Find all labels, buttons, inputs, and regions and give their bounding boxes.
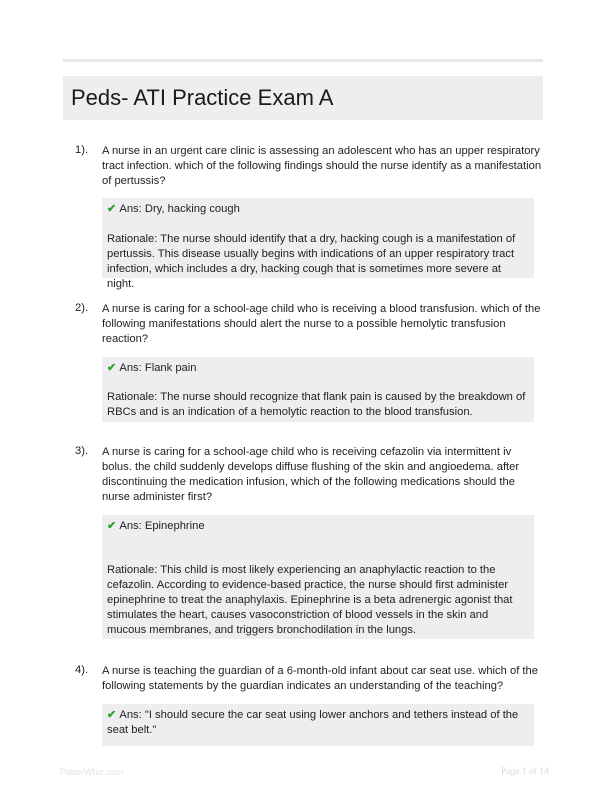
answer-text: Ans: "I should secure the car seat using lower anchors and tethers instead of the seat belt." xyxy=(107,709,519,736)
answer-box xyxy=(102,704,534,746)
answer xyxy=(107,519,527,534)
title-banner xyxy=(63,76,543,120)
question-number: 4). xyxy=(75,664,89,676)
footer-watermark: PaperWhiz.com xyxy=(60,767,124,777)
answer-text: Ans: Flank pain xyxy=(119,362,197,374)
question-text: A nurse is caring for a school-age child who is receiving cefazolin via intermittent iv bolus. the child suddenly develops diffuse flushing of the skin and angioedema. after discontinuing the medication infusion, which of the following medications should the nurse administer first? xyxy=(102,446,520,503)
question-text: A nurse in an urgent care clinic is assessing an adolescent who has an upper respiratory tract infection. which of the following findings should the nurse identify as a manifestation of pertussis? xyxy=(102,145,542,187)
page-title: Peds- ATI Practice Exam A xyxy=(71,85,334,110)
answer-box xyxy=(102,515,534,639)
answer xyxy=(107,708,527,738)
check-icon: ✔ xyxy=(107,362,117,374)
rationale-text: Rationale: This child is most likely experiencing an anaphylactic reaction to the cefazolin. According to evidence-based practice, the nurse should first administer epinephrine to treat the anaphylaxis. Epinephrine is a beta adrenergic agonist that stimulates the heart, causes vasoconstriction of blood vessels in the skin and mucous membranes, and triggers bronchodilation in the lungs. xyxy=(107,564,513,636)
check-icon: ✔ xyxy=(107,203,117,215)
question-text: A nurse is caring for a school-age child who is receiving a blood transfusion. which of the following manifestations should alert the nurse to a possible hemolytic transfusion reaction? xyxy=(102,303,541,345)
question-number: 2). xyxy=(75,302,89,314)
answer xyxy=(107,202,527,217)
check-icon: ✔ xyxy=(107,709,117,721)
question-text: A nurse is teaching the guardian of a 6-month-old infant about car seat use. which of the following statements by the guardian indicates an understanding of the teaching? xyxy=(102,665,538,692)
answer-box xyxy=(102,357,534,422)
answer-text: Ans: Epinephrine xyxy=(119,520,205,532)
check-icon: ✔ xyxy=(107,520,117,532)
question-number: 3). xyxy=(75,445,89,457)
rationale-text: Rationale: The nurse should identify that a dry, hacking cough is a manifestation of pertussis. This disease usually begins with indications of an upper respiratory tract infection, which includes a dry, hacking cough that is sometimes more severe at night. xyxy=(107,233,516,290)
answer xyxy=(107,361,527,376)
answer-text: Ans: Dry, hacking cough xyxy=(119,203,240,215)
rationale-text: Rationale: The nurse should recognize that flank pain is caused by the breakdown of RBCs and is an indication of a hemolytic reaction to the blood transfusion. xyxy=(107,391,526,418)
question-number: 1). xyxy=(75,144,89,156)
answer-box xyxy=(102,198,534,290)
page-indicator: Page 1 of 14 xyxy=(501,767,549,777)
top-divider xyxy=(63,59,543,62)
